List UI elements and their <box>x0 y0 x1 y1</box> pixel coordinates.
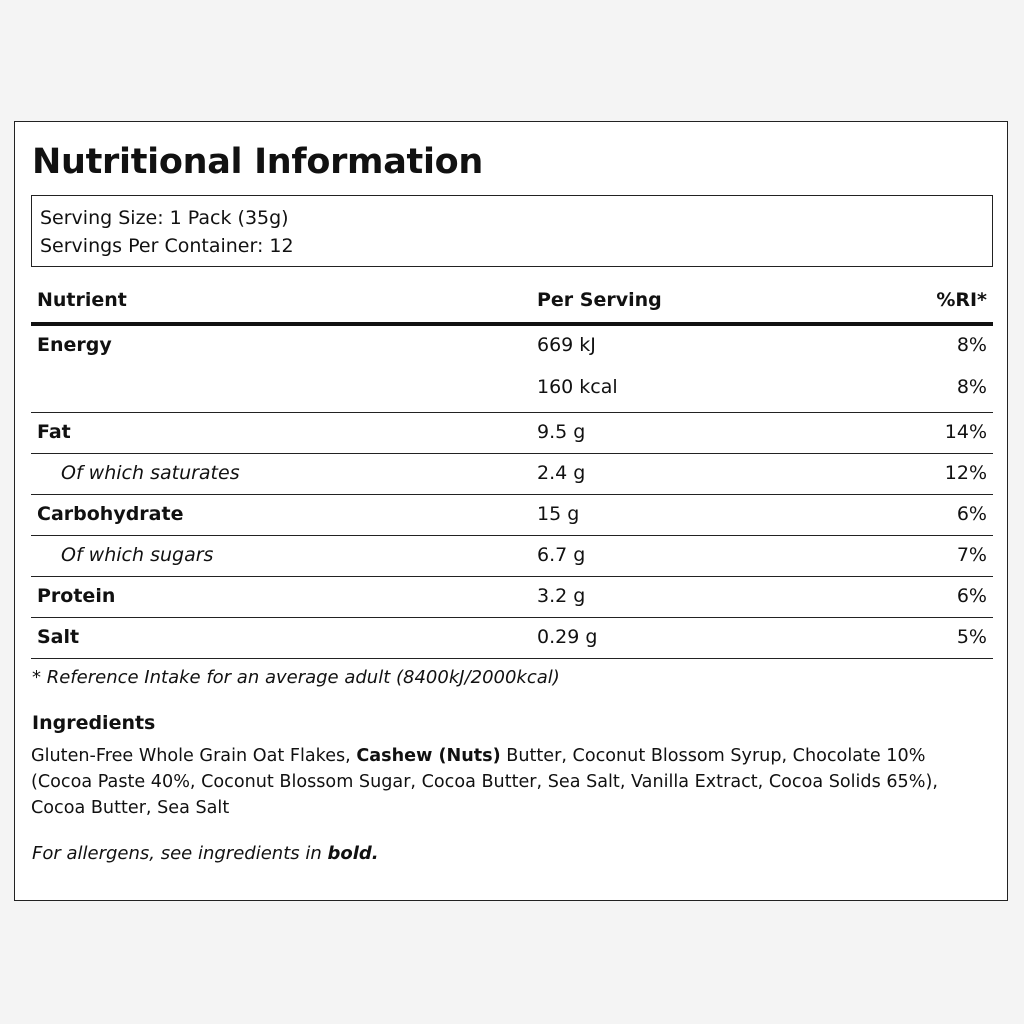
per-serving-value: 9.5 g <box>537 421 586 443</box>
ri-value: 6% <box>956 503 987 525</box>
table-row-energy <box>31 326 993 413</box>
nutrient-name: Energy <box>37 334 112 356</box>
ri-value: 7% <box>956 544 987 566</box>
table-header <box>31 282 993 326</box>
table-row-protein <box>31 577 993 618</box>
per-serving-value: 6.7 g <box>537 544 586 566</box>
ri-value: 12% <box>944 462 987 484</box>
nutrient-name: Salt <box>37 626 80 648</box>
ingredients-text-before: Gluten-Free Whole Grain Oat Flakes, <box>31 746 357 766</box>
header-ri: %RI* <box>936 289 987 311</box>
allergen-note <box>32 842 379 866</box>
per-serving-value: 669 kJ <box>537 334 596 356</box>
per-serving-value: 2.4 g <box>537 462 586 484</box>
nutrient-subname: Of which saturates <box>61 462 240 484</box>
reference-intake-footnote: * Reference Intake for an average adult (8400kJ/2000kcal) <box>32 667 560 688</box>
ri-value: 8% <box>956 334 987 356</box>
ingredients-text-after: Butter, Coconut Blossom Syrup, Chocolate 10% (Cocoa Paste 40%, Coconut Blossom Sugar, Cocoa Butter, Sea Salt, Vanilla Extract, Cocoa Solids 65%), Cocoa Butter, Sea Salt <box>31 746 938 818</box>
per-serving-value: 3.2 g <box>537 585 586 607</box>
header-per-serving: Per Serving <box>537 289 662 311</box>
nutrient-name: Protein <box>37 585 116 607</box>
page-title: Nutritional Information <box>32 142 484 182</box>
serving-size: Serving Size: 1 Pack (35g) <box>40 207 289 229</box>
nutrient-subname: Of which sugars <box>61 544 214 566</box>
ingredients-heading: Ingredients <box>32 712 156 734</box>
ri-value: 6% <box>956 585 987 607</box>
ri-value-kcal: 8% <box>956 376 987 398</box>
table-row-carbohydrate <box>31 495 993 536</box>
servings-per-container: Servings Per Container: 12 <box>40 235 294 257</box>
table-row-saturates <box>31 454 993 495</box>
per-serving-value: 0.29 g <box>537 626 598 648</box>
nutrition-label <box>14 121 1008 901</box>
per-serving-value-kcal: 160 kcal <box>537 376 618 398</box>
allergen-note-prefix: For allergens, see ingredients in <box>32 843 328 864</box>
allergen-note-emphasis: bold. <box>327 843 379 864</box>
per-serving-value: 15 g <box>537 503 580 525</box>
table-row-fat <box>31 413 993 454</box>
ri-value: 5% <box>956 626 987 648</box>
table-row-salt <box>31 618 993 659</box>
table-row-sugars <box>31 536 993 577</box>
nutrient-name: Carbohydrate <box>37 503 184 525</box>
ingredients-text <box>31 743 989 821</box>
serving-info-box <box>31 195 993 267</box>
nutrition-table <box>31 282 993 659</box>
ri-value: 14% <box>944 421 987 443</box>
nutrient-name: Fat <box>37 421 71 443</box>
header-nutrient: Nutrient <box>37 289 127 311</box>
allergen-highlight: Cashew (Nuts) <box>356 746 501 766</box>
